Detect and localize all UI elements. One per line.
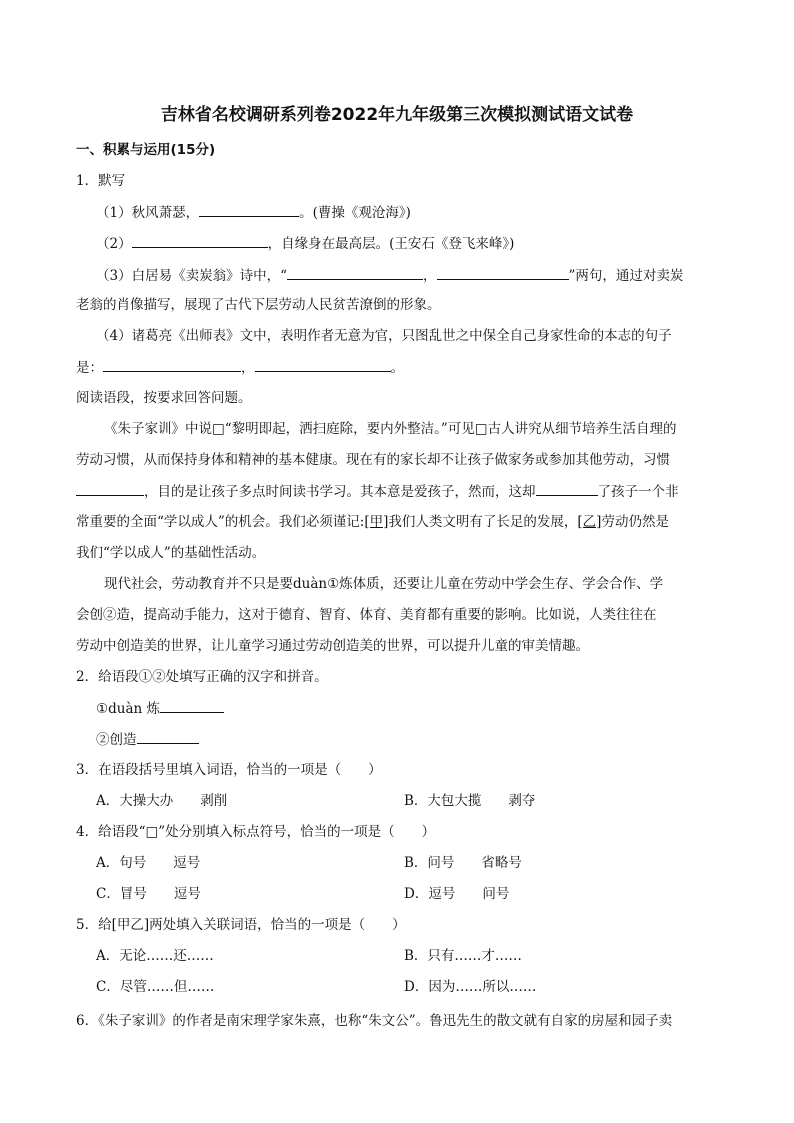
item-text: ，	[423, 268, 437, 284]
question-1-item-3	[96, 266, 683, 285]
passage-line	[76, 482, 679, 501]
item-text: ，自缘身在最高层。(王安石《登飞来峰》)	[267, 236, 515, 252]
item-text: 。(曹操《观沧海》)	[299, 205, 411, 221]
passage-text: 了孩子一个非	[597, 484, 679, 500]
answer-blank[interactable]	[199, 203, 299, 217]
item-text: ②创造	[96, 732, 137, 748]
question-5-heading: 5．给[甲乙]两处填入关联词语，恰当的一项是（ ）	[76, 917, 406, 933]
option-a[interactable]: A．句号 逗号	[96, 855, 201, 871]
question-1-item-2	[96, 234, 514, 253]
question-1-heading: 1．默写	[76, 173, 126, 189]
question-1-item-1	[96, 203, 411, 222]
passage-line	[76, 513, 669, 531]
question-1-item-4-cont	[76, 358, 404, 377]
item-text: 。	[390, 360, 404, 376]
answer-blank[interactable]	[103, 358, 241, 372]
item-text: （2）	[96, 236, 132, 252]
answer-blank[interactable]	[132, 234, 268, 248]
marker-yi: [乙]	[577, 514, 602, 530]
answer-blank[interactable]	[536, 482, 598, 496]
option-c[interactable]: C．冒号 逗号	[96, 886, 201, 902]
item-text: 是：	[76, 360, 103, 376]
option-d[interactable]: D．逗号 问号	[404, 886, 510, 902]
passage-line: 《朱子家训》中说□“黎明即起，洒扫庭除，要内外整洁。”可见□古人讲究从细节培养生活自理的	[104, 421, 677, 437]
passage-line: 我们“学以成人”的基础性活动。	[76, 545, 266, 561]
question-4-heading: 4．给语段“□”处分别填入标点符号，恰当的一项是（ ）	[76, 824, 436, 840]
item-text: ”两句，通过对卖炭	[568, 268, 684, 284]
answer-blank[interactable]	[160, 699, 224, 713]
passage-text: ，目的是让孩子多点时间读书学习。其本意是爱孩子，然而，这却	[144, 484, 536, 500]
passage-line: 劳动习惯，从而保持身体和精神的基本健康。现在有的家长却不让孩子做家务或参加其他劳动，习惯	[76, 452, 670, 468]
item-text: ，	[241, 360, 255, 376]
passage-text: 我们人类文明有了长足的发展，	[388, 514, 578, 530]
option-b[interactable]: B．大包大揽 剥夺	[404, 793, 536, 809]
option-b[interactable]: B．只有……才……	[404, 948, 522, 964]
page-title: 吉林省名校调研系列卷2022年九年级第三次模拟测试语文试卷	[160, 105, 634, 125]
passage-text: 常重要的全面“学以成人”的机会。我们必须谨记:	[76, 514, 365, 530]
option-d[interactable]: D．因为……所以……	[404, 979, 537, 995]
item-text: （3）白居易《卖炭翁》诗中，“	[96, 268, 287, 284]
section-heading: 一、积累与运用(15分)	[76, 142, 216, 158]
item-text: ①duàn 炼	[96, 701, 160, 717]
item-text: （1）秋风萧瑟，	[96, 205, 200, 221]
question-2-item-b	[96, 730, 199, 749]
answer-blank[interactable]	[137, 730, 199, 744]
question-1-item-3-cont: 老翁的肖像描写，展现了古代下层劳动人民贫苦潦倒的形象。	[76, 297, 441, 313]
reading-intro: 阅读语段，按要求回答问题。	[76, 390, 252, 406]
question-6-heading: 6．《朱子家训》的作者是南宋理学家朱熹，也称“朱文公”。鲁迅先生的散文就有自家的房屋和园子卖	[76, 1013, 673, 1029]
question-1-item-4: （4）诸葛亮《出师表》文中，表明作者无意为官，只图乱世之中保全自己身家性命的本志的句子	[96, 328, 672, 344]
answer-blank[interactable]	[287, 266, 423, 280]
question-2-item-a	[96, 699, 224, 718]
answer-blank[interactable]	[76, 482, 144, 496]
marker-jia: [甲]	[364, 514, 389, 530]
option-b[interactable]: B．问号 省略号	[404, 855, 522, 871]
question-2-heading: 2．给语段①②处填写正确的汉字和拼音。	[76, 669, 328, 685]
option-c[interactable]: C．尽管……但……	[96, 979, 215, 995]
option-a[interactable]: A．无论……还……	[96, 948, 214, 964]
passage-line: 会创②造，提高动手能力，这对于德育、智育、体育、美育都有重要的影响。比如说，人类往往在	[76, 607, 657, 623]
answer-blank[interactable]	[437, 266, 569, 280]
option-a[interactable]: A．大操大办 剥削	[96, 793, 228, 809]
passage-text: 劳动仍然是	[601, 514, 669, 530]
passage-line: 劳动中创造美的世界，让儿童学习通过劳动创造美的世界，可以提升儿童的审美情趣。	[76, 638, 589, 654]
passage-line: 现代社会，劳动教育并不只是要duàn①炼体质，还要让儿童在劳动中学会生存、学会合作、学	[104, 576, 664, 592]
question-3-heading: 3．在语段括号里填入词语，恰当的一项是（ ）	[76, 762, 382, 778]
answer-blank[interactable]	[255, 358, 391, 372]
